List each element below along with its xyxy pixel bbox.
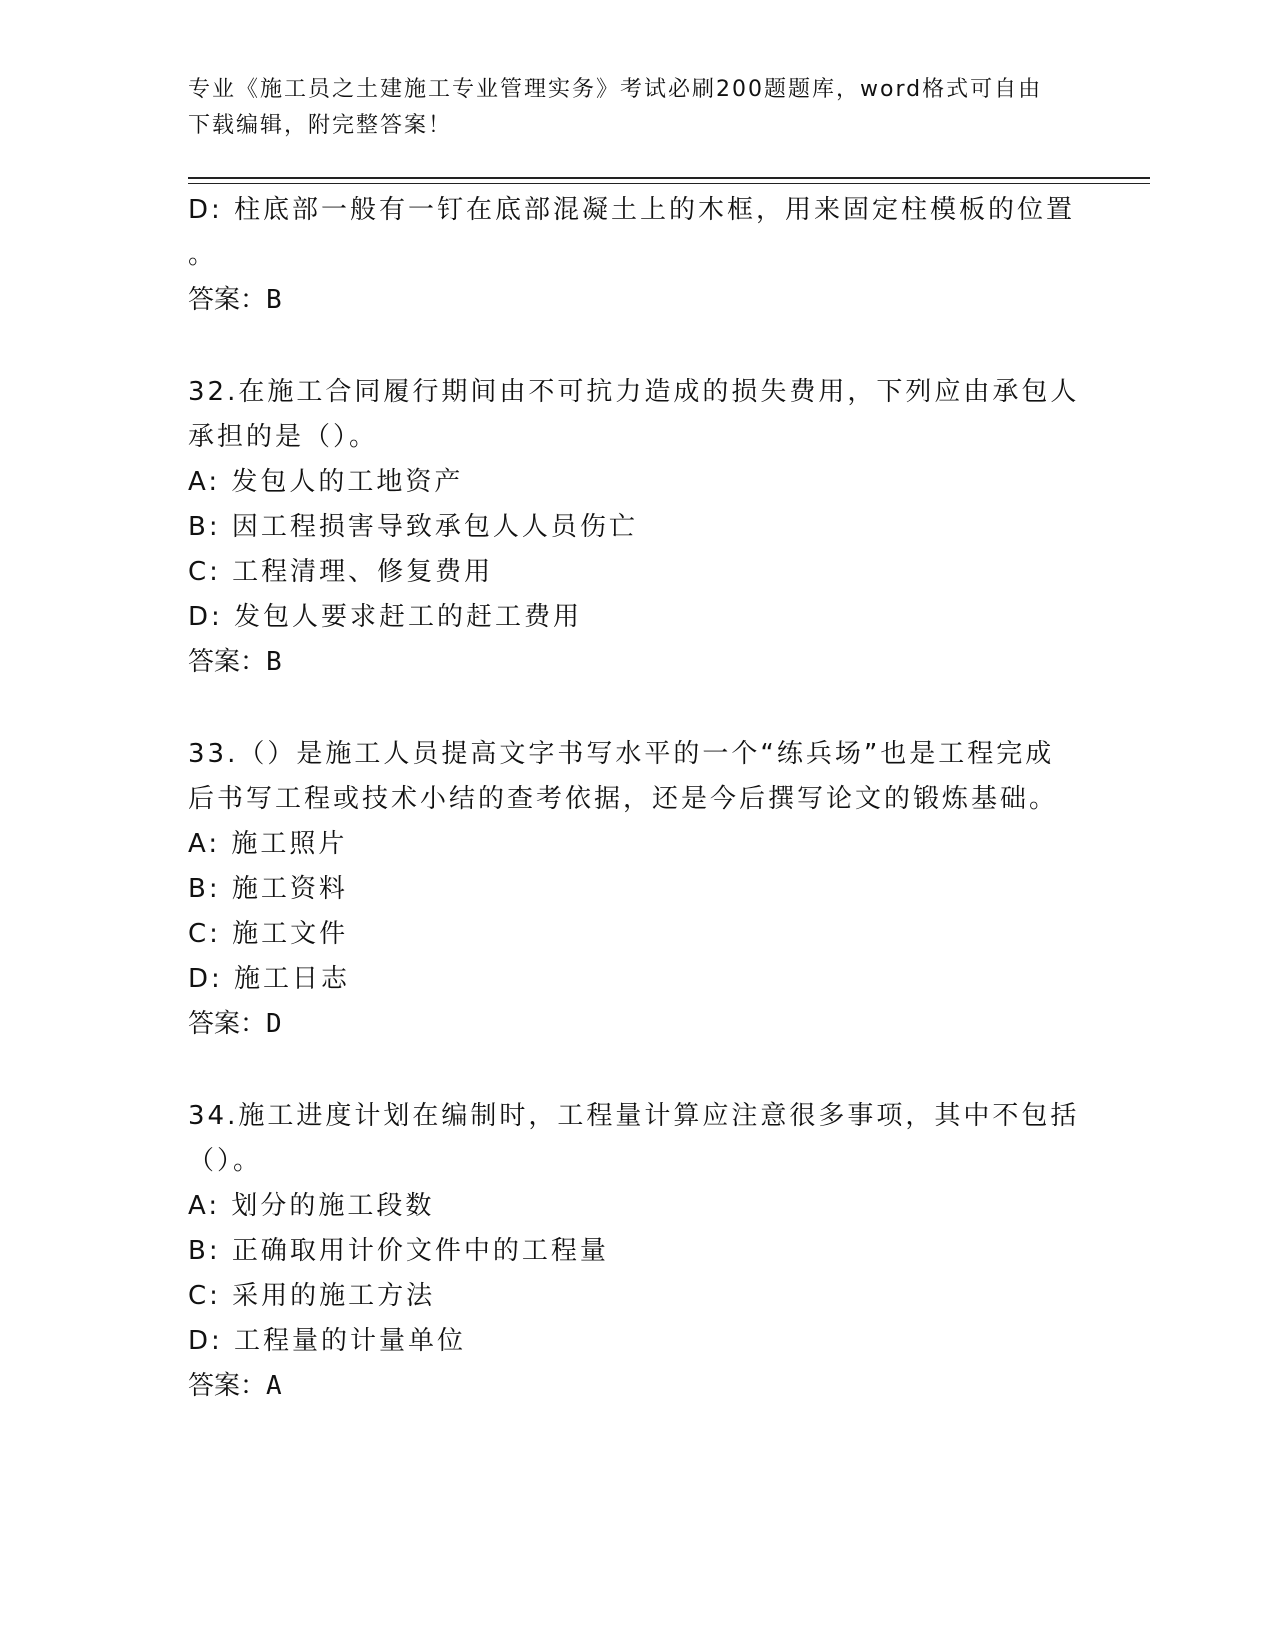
option-d-continuation: 。 [188, 240, 218, 270]
question-stem-line-2: 后书写工程或技术小结的查考依据，还是今后撰写论文的锻炼基础。 [188, 784, 1059, 814]
option-d: D: 发包人要求赶工的赶工费用 [188, 602, 583, 632]
option-d: D: 施工日志 [188, 964, 351, 994]
option-c: C: 施工文件 [188, 919, 349, 949]
question-stem-line-1: 34.施工进度计划在编制时，工程量计算应注意很多事项，其中不包括 [188, 1101, 1080, 1131]
option-d: D: 柱底部一般有一钉在底部混凝土上的木框，用来固定柱模板的位置 [188, 195, 1076, 225]
question-34 [188, 1094, 1088, 1409]
question-stem-line-2: （）。 [188, 1146, 263, 1176]
option-b: B: 施工资料 [188, 874, 348, 904]
option-c: C: 工程清理、修复费用 [188, 557, 494, 587]
option-a: A: 施工照片 [188, 829, 348, 859]
header-divider-thin [188, 183, 1150, 184]
question-32 [188, 370, 1088, 685]
answer-line: 答案：A [188, 1371, 282, 1401]
header-line-2: 下载编辑，附完整答案！ [188, 113, 453, 138]
answer-line: 答案：B [188, 285, 282, 315]
question-stem-line-2: 承担的是（）。 [188, 422, 379, 452]
option-a: A: 发包人的工地资产 [188, 467, 464, 497]
option-b: B: 正确取用计价文件中的工程量 [188, 1236, 609, 1266]
question-stem-line-1: 32.在施工合同履行期间由不可抗力造成的损失费用，下列应由承包人 [188, 377, 1080, 407]
question-stem-line-1: 33.（）是施工人员提高文字书写水平的一个“练兵场”也是工程完成 [188, 739, 1055, 769]
option-b: B: 因工程损害导致承包人人员伤亡 [188, 512, 638, 542]
option-a: A: 划分的施工段数 [188, 1191, 435, 1221]
page-header [188, 72, 1068, 144]
option-d: D: 工程量的计量单位 [188, 1326, 467, 1356]
header-divider-thick [188, 177, 1150, 179]
question-list [188, 188, 1088, 1409]
option-c: C: 采用的施工方法 [188, 1281, 436, 1311]
answer-line: 答案：B [188, 647, 282, 677]
header-line-1: 专业《施工员之土建施工专业管理实务》考试必刷200题题库，word格式可自由 [188, 77, 1043, 102]
question-33 [188, 732, 1088, 1047]
prev-question-block [188, 188, 1088, 323]
answer-line: 答案：D [188, 1009, 282, 1039]
